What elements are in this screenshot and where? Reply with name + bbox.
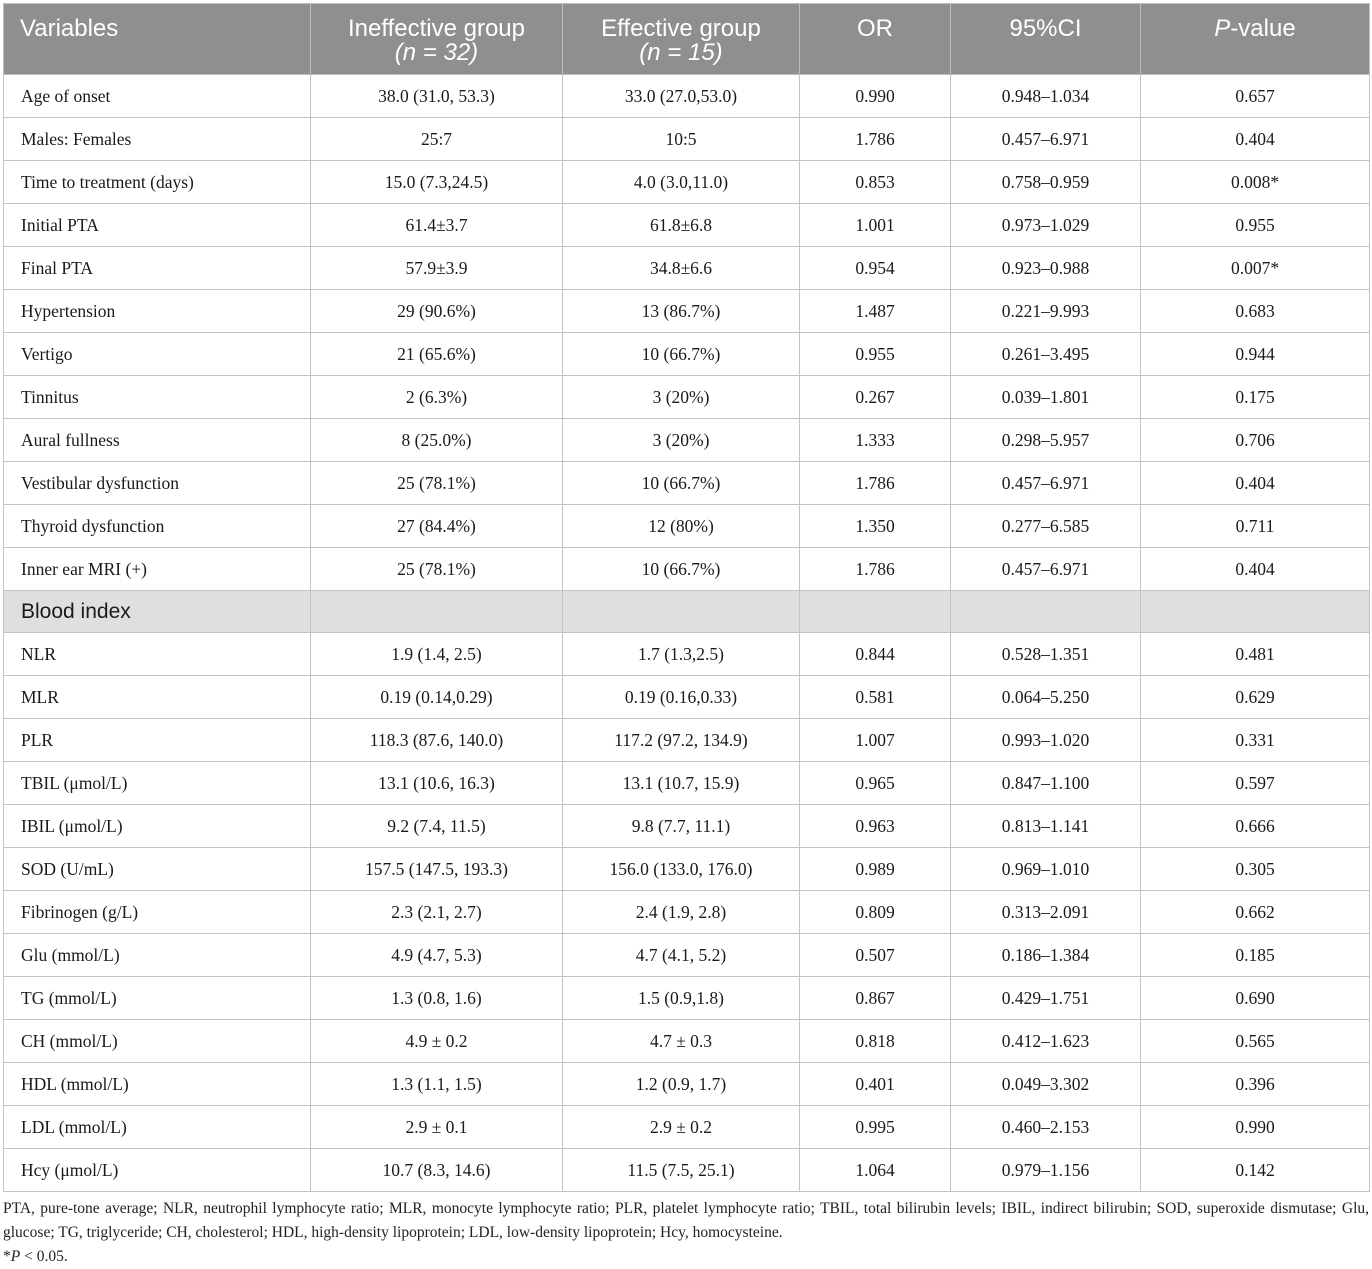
cell-effective: 9.8 (7.7, 11.1) <box>563 805 800 848</box>
cell-ineffective: 29 (90.6%) <box>311 290 563 333</box>
row-label: Final PTA <box>4 247 311 290</box>
table-footnote <box>3 1197 1369 1269</box>
section-empty-cell <box>311 591 563 633</box>
cell-or: 0.989 <box>800 848 951 891</box>
row-label: MLR <box>4 676 311 719</box>
cell-ineffective: 61.4±3.7 <box>311 204 563 247</box>
header-effective-group <box>563 4 800 75</box>
cell-effective: 13.1 (10.7, 15.9) <box>563 762 800 805</box>
row-label: TG (mmol/L) <box>4 977 311 1020</box>
cell-or: 0.267 <box>800 376 951 419</box>
footnote-star: * <box>3 1248 11 1265</box>
table-row <box>4 247 1370 290</box>
cell-or: 1.786 <box>800 462 951 505</box>
cell-effective: 1.2 (0.9, 1.7) <box>563 1063 800 1106</box>
cell-ineffective: 2 (6.3%) <box>311 376 563 419</box>
cell-or: 1.786 <box>800 548 951 591</box>
cell-effective: 4.0 (3.0,11.0) <box>563 161 800 204</box>
row-label: HDL (mmol/L) <box>4 1063 311 1106</box>
cell-ci: 0.923–0.988 <box>951 247 1141 290</box>
cell-p-value: 0.990 <box>1141 1106 1370 1149</box>
cell-p-value: 0.944 <box>1141 333 1370 376</box>
cell-or: 0.995 <box>800 1106 951 1149</box>
cell-effective: 117.2 (97.2, 134.9) <box>563 719 800 762</box>
cell-ci: 0.813–1.141 <box>951 805 1141 848</box>
cell-effective: 61.8±6.8 <box>563 204 800 247</box>
cell-p-value: 0.175 <box>1141 376 1370 419</box>
header-effective-label: Effective group <box>601 15 761 42</box>
cell-ineffective: 13.1 (10.6, 16.3) <box>311 762 563 805</box>
table-row <box>4 1149 1370 1192</box>
row-label: LDL (mmol/L) <box>4 1106 311 1149</box>
cell-p-value: 0.007* <box>1141 247 1370 290</box>
cell-or: 0.581 <box>800 676 951 719</box>
cell-ci: 0.528–1.351 <box>951 633 1141 676</box>
cell-ineffective: 4.9 ± 0.2 <box>311 1020 563 1063</box>
cell-ineffective: 1.9 (1.4, 2.5) <box>311 633 563 676</box>
row-label: Vertigo <box>4 333 311 376</box>
row-label: Aural fullness <box>4 419 311 462</box>
cell-ci: 0.457–6.971 <box>951 462 1141 505</box>
cell-ineffective: 25 (78.1%) <box>311 548 563 591</box>
cell-ci: 0.221–9.993 <box>951 290 1141 333</box>
row-label: Thyroid dysfunction <box>4 505 311 548</box>
table-row <box>4 719 1370 762</box>
cell-ci: 0.847–1.100 <box>951 762 1141 805</box>
cell-or: 0.954 <box>800 247 951 290</box>
cell-or: 0.965 <box>800 762 951 805</box>
row-label: Vestibular dysfunction <box>4 462 311 505</box>
footnote-threshold: < 0.05. <box>20 1248 68 1265</box>
cell-ineffective: 2.9 ± 0.1 <box>311 1106 563 1149</box>
header-or: OR <box>800 4 951 75</box>
cell-ci: 0.457–6.971 <box>951 118 1141 161</box>
header-effective-n: (n = 15) <box>639 39 723 66</box>
cell-effective: 13 (86.7%) <box>563 290 800 333</box>
cell-effective: 3 (20%) <box>563 376 800 419</box>
table-row <box>4 333 1370 376</box>
cell-ci: 0.969–1.010 <box>951 848 1141 891</box>
results-table <box>3 3 1370 1192</box>
cell-effective: 4.7 (4.1, 5.2) <box>563 934 800 977</box>
table-row <box>4 505 1370 548</box>
cell-or: 1.007 <box>800 719 951 762</box>
cell-ci: 0.039–1.801 <box>951 376 1141 419</box>
footnote-significance <box>3 1245 1369 1269</box>
table-row <box>4 1020 1370 1063</box>
cell-ineffective: 27 (84.4%) <box>311 505 563 548</box>
cell-effective: 10 (66.7%) <box>563 333 800 376</box>
cell-ci: 0.064–5.250 <box>951 676 1141 719</box>
cell-ci: 0.049–3.302 <box>951 1063 1141 1106</box>
cell-ineffective: 2.3 (2.1, 2.7) <box>311 891 563 934</box>
cell-ineffective: 8 (25.0%) <box>311 419 563 462</box>
cell-ci: 0.758–0.959 <box>951 161 1141 204</box>
section-empty-cell <box>1141 591 1370 633</box>
cell-or: 1.001 <box>800 204 951 247</box>
cell-effective: 11.5 (7.5, 25.1) <box>563 1149 800 1192</box>
table-row <box>4 161 1370 204</box>
cell-ineffective: 157.5 (147.5, 193.3) <box>311 848 563 891</box>
cell-or: 0.853 <box>800 161 951 204</box>
header-variables: Variables <box>4 4 311 75</box>
cell-effective: 156.0 (133.0, 176.0) <box>563 848 800 891</box>
table-row <box>4 977 1370 1020</box>
row-label: Tinnitus <box>4 376 311 419</box>
cell-ineffective: 15.0 (7.3,24.5) <box>311 161 563 204</box>
row-label: Initial PTA <box>4 204 311 247</box>
cell-or: 0.818 <box>800 1020 951 1063</box>
cell-p-value: 0.597 <box>1141 762 1370 805</box>
cell-p-value: 0.666 <box>1141 805 1370 848</box>
header-ineffective-n: (n = 32) <box>394 39 479 66</box>
table-row <box>4 462 1370 505</box>
table-row <box>4 848 1370 891</box>
cell-or: 1.333 <box>800 419 951 462</box>
cell-p-value: 0.662 <box>1141 891 1370 934</box>
cell-ci: 0.313–2.091 <box>951 891 1141 934</box>
cell-or: 1.350 <box>800 505 951 548</box>
cell-effective: 2.9 ± 0.2 <box>563 1106 800 1149</box>
cell-p-value: 0.683 <box>1141 290 1370 333</box>
table-row <box>4 934 1370 977</box>
cell-or: 0.809 <box>800 891 951 934</box>
cell-p-value: 0.008* <box>1141 161 1370 204</box>
section-empty-cell <box>951 591 1141 633</box>
section-row-blood-index <box>4 591 1370 633</box>
cell-effective: 33.0 (27.0,53.0) <box>563 75 800 118</box>
cell-p-value: 0.657 <box>1141 75 1370 118</box>
table-body <box>4 75 1370 1192</box>
cell-ineffective: 38.0 (31.0, 53.3) <box>311 75 563 118</box>
section-label: Blood index <box>4 591 311 633</box>
cell-ineffective: 10.7 (8.3, 14.6) <box>311 1149 563 1192</box>
cell-p-value: 0.305 <box>1141 848 1370 891</box>
table-row <box>4 1106 1370 1149</box>
cell-effective: 2.4 (1.9, 2.8) <box>563 891 800 934</box>
header-p-value <box>1141 4 1370 75</box>
header-ineffective-group <box>311 4 563 75</box>
row-label: TBIL (μmol/L) <box>4 762 311 805</box>
table-row <box>4 633 1370 676</box>
cell-ineffective: 0.19 (0.14,0.29) <box>311 676 563 719</box>
cell-ci: 0.979–1.156 <box>951 1149 1141 1192</box>
cell-or: 0.507 <box>800 934 951 977</box>
footnote-p: P <box>10 1248 21 1265</box>
cell-ineffective: 1.3 (1.1, 1.5) <box>311 1063 563 1106</box>
cell-or: 0.963 <box>800 805 951 848</box>
cell-p-value: 0.404 <box>1141 118 1370 161</box>
cell-p-value: 0.331 <box>1141 719 1370 762</box>
cell-p-value: 0.711 <box>1141 505 1370 548</box>
row-label: IBIL (μmol/L) <box>4 805 311 848</box>
table-row <box>4 548 1370 591</box>
cell-ineffective: 25:7 <box>311 118 563 161</box>
cell-effective: 4.7 ± 0.3 <box>563 1020 800 1063</box>
cell-ci: 0.298–5.957 <box>951 419 1141 462</box>
row-label: Hcy (μmol/L) <box>4 1149 311 1192</box>
cell-effective: 0.19 (0.16,0.33) <box>563 676 800 719</box>
cell-p-value: 0.404 <box>1141 548 1370 591</box>
cell-ci: 0.457–6.971 <box>951 548 1141 591</box>
row-label: NLR <box>4 633 311 676</box>
cell-p-value: 0.690 <box>1141 977 1370 1020</box>
cell-ci: 0.429–1.751 <box>951 977 1141 1020</box>
cell-ineffective: 57.9±3.9 <box>311 247 563 290</box>
cell-ci: 0.186–1.384 <box>951 934 1141 977</box>
cell-ci: 0.261–3.495 <box>951 333 1141 376</box>
table-row <box>4 1063 1370 1106</box>
row-label: Fibrinogen (g/L) <box>4 891 311 934</box>
cell-ineffective: 1.3 (0.8, 1.6) <box>311 977 563 1020</box>
cell-or: 0.955 <box>800 333 951 376</box>
cell-or: 0.401 <box>800 1063 951 1106</box>
table-row <box>4 75 1370 118</box>
table-row <box>4 762 1370 805</box>
cell-ci: 0.993–1.020 <box>951 719 1141 762</box>
table-row <box>4 419 1370 462</box>
cell-ci: 0.412–1.623 <box>951 1020 1141 1063</box>
cell-p-value: 0.706 <box>1141 419 1370 462</box>
cell-p-value: 0.565 <box>1141 1020 1370 1063</box>
table-row <box>4 118 1370 161</box>
cell-or: 1.064 <box>800 1149 951 1192</box>
cell-p-value: 0.955 <box>1141 204 1370 247</box>
table-row <box>4 805 1370 848</box>
header-ci: 95%CI <box>951 4 1141 75</box>
row-label: Age of onset <box>4 75 311 118</box>
cell-ineffective: 25 (78.1%) <box>311 462 563 505</box>
row-label: PLR <box>4 719 311 762</box>
cell-effective: 10 (66.7%) <box>563 548 800 591</box>
row-label: CH (mmol/L) <box>4 1020 311 1063</box>
header-p-italic: P <box>1214 15 1231 42</box>
cell-p-value: 0.396 <box>1141 1063 1370 1106</box>
cell-effective: 1.5 (0.9,1.8) <box>563 977 800 1020</box>
cell-ineffective: 118.3 (87.6, 140.0) <box>311 719 563 762</box>
row-label: Glu (mmol/L) <box>4 934 311 977</box>
cell-or: 0.844 <box>800 633 951 676</box>
cell-p-value: 0.629 <box>1141 676 1370 719</box>
row-label: Time to treatment (days) <box>4 161 311 204</box>
table-row <box>4 290 1370 333</box>
cell-ineffective: 21 (65.6%) <box>311 333 563 376</box>
cell-ineffective: 4.9 (4.7, 5.3) <box>311 934 563 977</box>
row-label: SOD (U/mL) <box>4 848 311 891</box>
cell-ci: 0.460–2.153 <box>951 1106 1141 1149</box>
table-row <box>4 204 1370 247</box>
cell-p-value: 0.185 <box>1141 934 1370 977</box>
cell-effective: 3 (20%) <box>563 419 800 462</box>
cell-or: 0.867 <box>800 977 951 1020</box>
cell-p-value: 0.404 <box>1141 462 1370 505</box>
cell-ci: 0.948–1.034 <box>951 75 1141 118</box>
table-row <box>4 891 1370 934</box>
cell-ci: 0.973–1.029 <box>951 204 1141 247</box>
row-label: Males: Females <box>4 118 311 161</box>
cell-effective: 12 (80%) <box>563 505 800 548</box>
section-empty-cell <box>800 591 951 633</box>
cell-or: 0.990 <box>800 75 951 118</box>
row-label: Hypertension <box>4 290 311 333</box>
table-header <box>4 4 1370 75</box>
footnote-abbreviations: PTA, pure-tone average; NLR, neutrophil lymphocyte ratio; MLR, monocyte lymphocyte ratio; PLR, platelet lymphocyte ratio; TBIL, total bilirubin levels; IBIL, indirect bilirubin; SOD, superoxide dismutase; Glu, glucose; TG, triglyceride; CH, cholesterol; HDL, high-density lipoprotein; LDL, low-density lipoprotein; Hcy, homocysteine. <box>3 1200 1369 1241</box>
cell-ci: 0.277–6.585 <box>951 505 1141 548</box>
cell-or: 1.487 <box>800 290 951 333</box>
cell-or: 1.786 <box>800 118 951 161</box>
cell-ineffective: 9.2 (7.4, 11.5) <box>311 805 563 848</box>
table-row <box>4 676 1370 719</box>
cell-effective: 10 (66.7%) <box>563 462 800 505</box>
cell-effective: 1.7 (1.3,2.5) <box>563 633 800 676</box>
header-ineffective-label: Ineffective group <box>347 15 525 42</box>
row-label: Inner ear MRI (+) <box>4 548 311 591</box>
cell-effective: 34.8±6.6 <box>563 247 800 290</box>
cell-p-value: 0.481 <box>1141 633 1370 676</box>
table-row <box>4 376 1370 419</box>
cell-effective: 10:5 <box>563 118 800 161</box>
section-empty-cell <box>563 591 800 633</box>
cell-p-value: 0.142 <box>1141 1149 1370 1192</box>
header-p-rest: -value <box>1230 15 1296 42</box>
